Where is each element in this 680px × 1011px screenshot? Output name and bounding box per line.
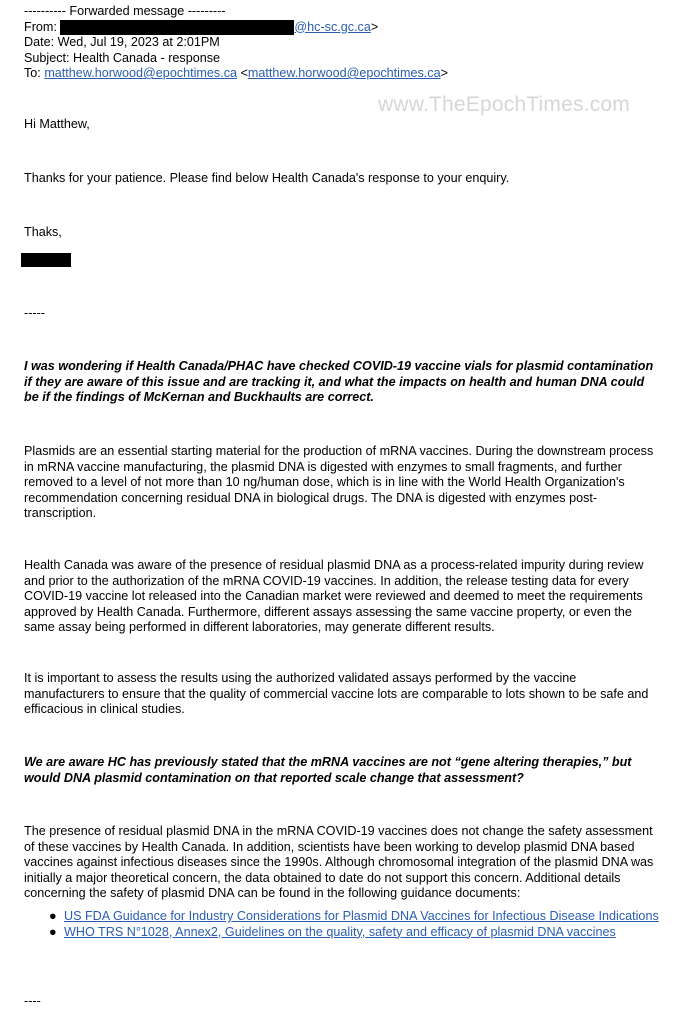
list-item (49, 924, 680, 941)
redacted-signature (21, 253, 71, 267)
to-email-link-2[interactable]: matthew.horwood@epochtimes.ca (247, 66, 441, 80)
email-header (24, 4, 448, 82)
answer-paragraph-4: The presence of residual plasmid DNA in the mRNA COVID-19 vaccines does not change the safety assessment of these vaccines by Health Canada. In addition, scientists have been working to develop plasmid DNA based vaccines against infectious diseases since the 1990s. Although chromosomal integration of the plasmid DNA was initially a major theoretical concern, the data obtained to date do not support this concern. Additional details concerning the safety of plasmid DNA can be found in the following guidance documents: (24, 824, 654, 900)
from-domain-link[interactable]: @hc-sc.gc.ca (294, 19, 371, 34)
to-open: < (237, 66, 248, 80)
redacted-sender (60, 20, 294, 35)
forwarded-line: ---------- Forwarded message --------- (24, 4, 226, 18)
date-line: Date: Wed, Jul 19, 2023 at 2:01PM (24, 35, 220, 49)
answer-paragraph-1: Plasmids are an essential starting material for the production of mRNA vaccines. During the downstream process in mRNA vaccine manufacturing, the plasmid DNA is digested with enzymes to small fragments, and further removed to a level of not more than 10 ng/human dose, which is in line with the World Health Organization's recommendation concerning residual DNA in biological drugs. The DNA is digested with enzymes post-transcription. (24, 444, 654, 520)
answer-paragraph-3: It is important to assess the results using the authorized validated assays performed by the vaccine manufacturers to ensure that the quality of commercial vaccine lots are comparable to lots shown to be safe and efficacious in clinical studies. (24, 671, 649, 716)
signoff: Thaks, (24, 225, 62, 239)
answer-paragraph-2: Health Canada was aware of the presence of residual plasmid DNA as a process-related impurity during review and prior to the authorization of the mRNA COVID-19 vaccines. In addition, the release testing data for every COVID-19 vaccine lot released into the Canadian market were reviewed and deemed to meet the requirements approved by Health Canada. Furthermore, different assays assessing the same vaccine property, or even the same assay being performed in different laboratories, may generate different results. (24, 558, 644, 634)
bullet-icon: ● (49, 924, 57, 939)
thanks-text: Thanks for your patience. Please find below Health Canada's response to your enquiry. (24, 171, 510, 185)
from-label: From: (24, 19, 61, 34)
from-close: > (370, 19, 379, 34)
fda-guidance-link[interactable]: US FDA Guidance for Industry Considerations for Plasmid DNA Vaccines for Infectious Disease Indications (64, 909, 659, 923)
from-line (24, 20, 448, 36)
question-2: We are aware HC has previously stated that the mRNA vaccines are not “gene altering therapies,” but would DNA plasmid contamination on that reported scale change that assessment? (24, 755, 632, 785)
to-line (24, 66, 448, 82)
greeting: Hi Matthew, (24, 117, 90, 131)
guidance-list (24, 909, 680, 940)
subject-line: Subject: Health Canada - response (24, 50, 221, 65)
to-label: To: (24, 66, 45, 80)
watermark: www.TheEpochTimes.com (378, 93, 630, 116)
question-1: I was wondering if Health Canada/PHAC have checked COVID-19 vaccine vials for plasmid contamination if they are aware of this issue and are tracking it, and what the impacts on health and human DNA could be if the findings of McKernan and Buckhaults are correct. (24, 359, 654, 404)
bullet-icon: ● (49, 909, 57, 923)
to-close: > (440, 66, 448, 80)
divider-top: ----- (24, 306, 45, 320)
who-guidance-link[interactable]: WHO TRS N°1028, Annex2, Guidelines on the quality, safety and efficacy of plasmid DNA vaccines (64, 924, 616, 939)
to-email-link[interactable]: matthew.horwood@epochtimes.ca (44, 66, 238, 80)
divider-bottom: ---- (24, 994, 41, 1008)
list-item (49, 909, 680, 925)
